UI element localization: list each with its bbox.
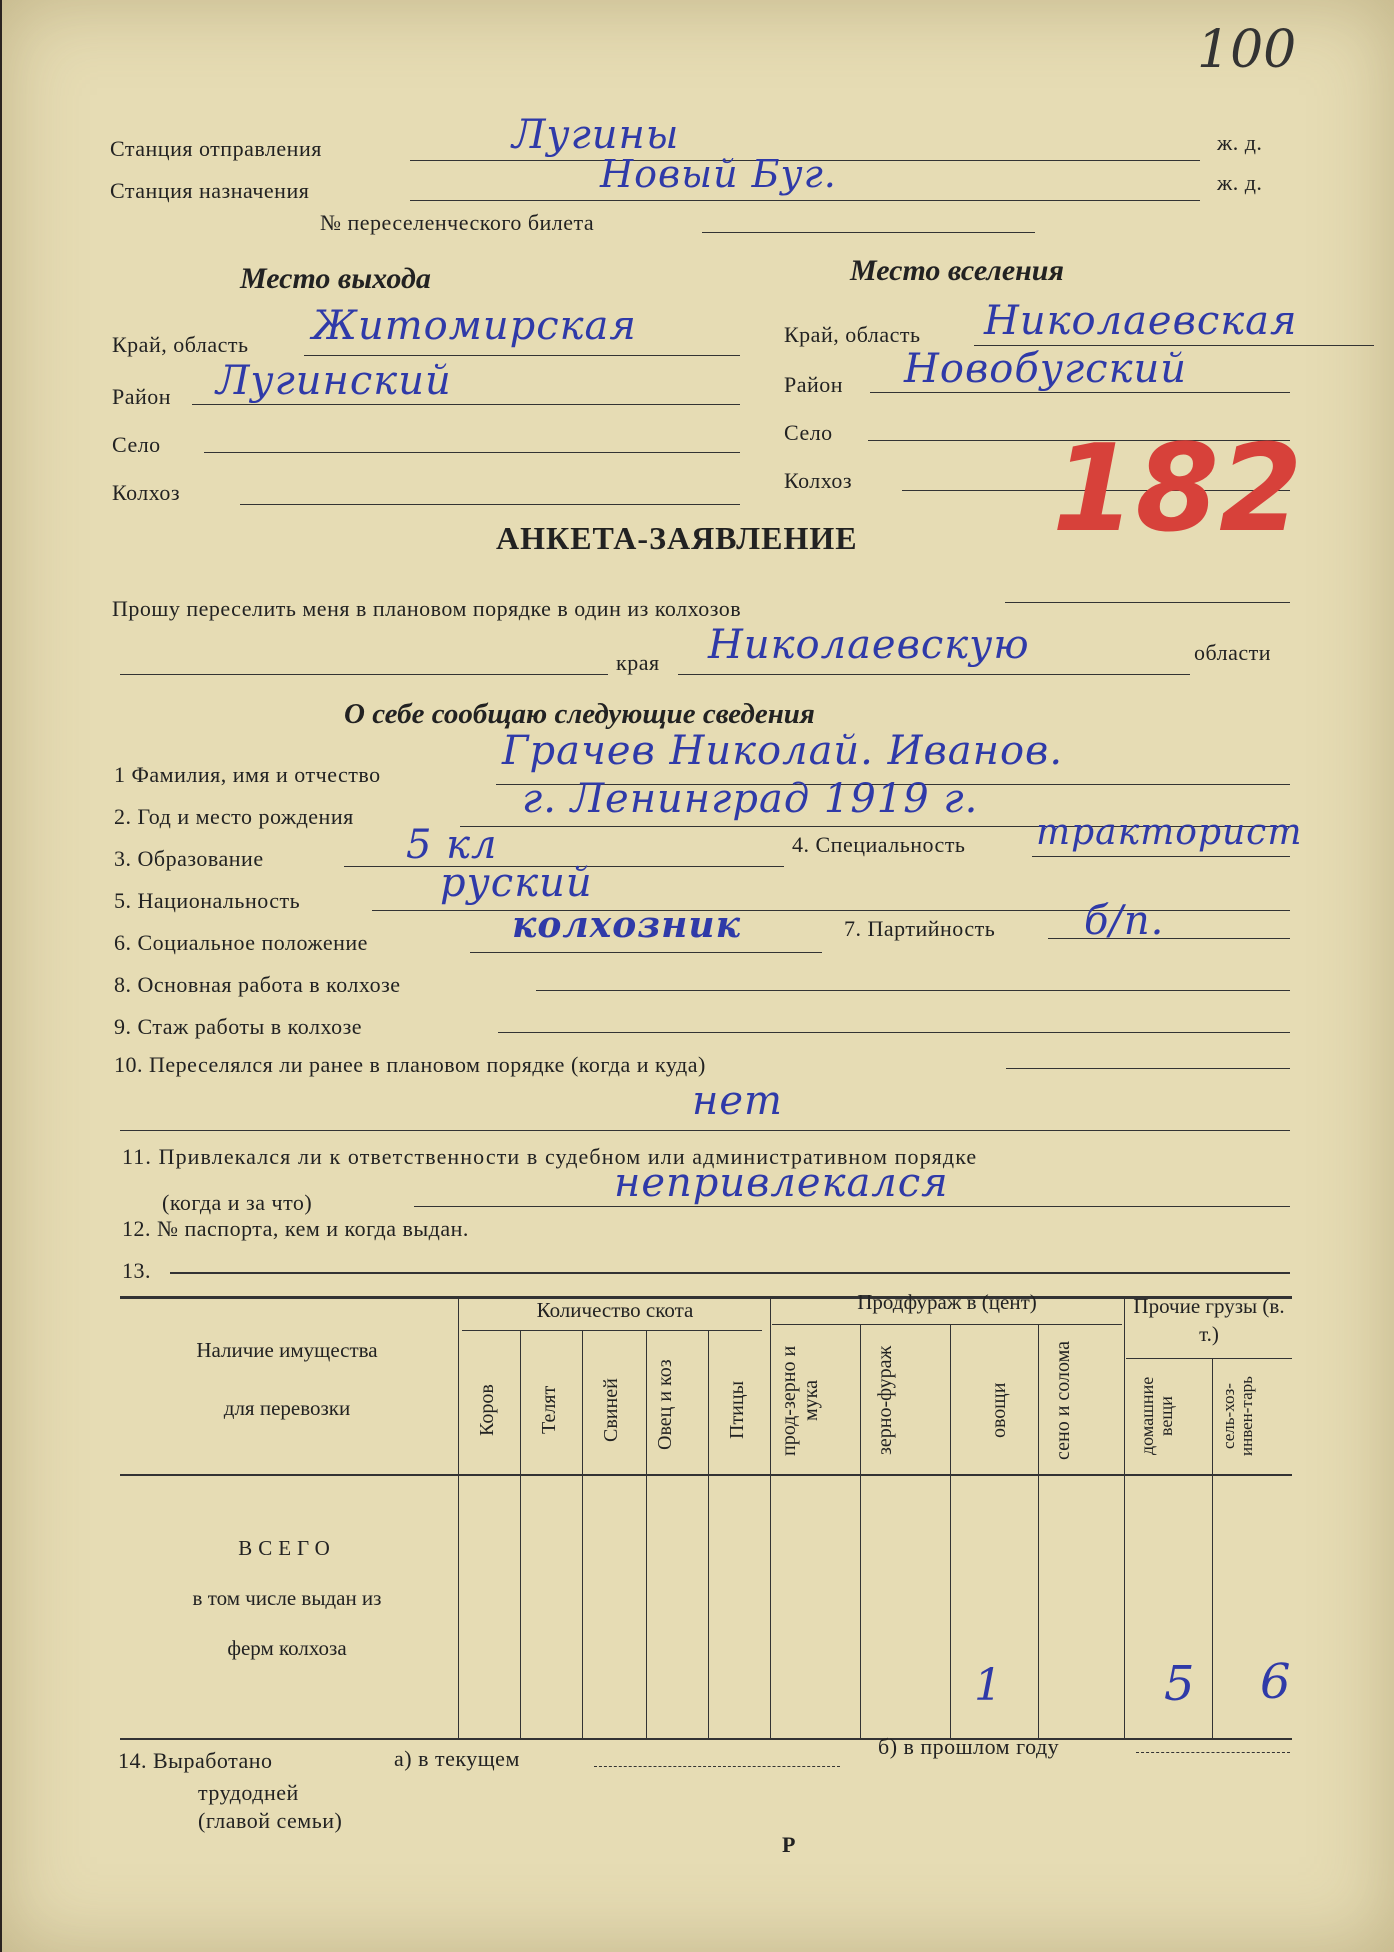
field12-label: 12. № паспорта, кем и когда выдан. <box>122 1216 469 1241</box>
other-group-line <box>1126 1358 1292 1359</box>
from-kolkhoz-label: Колхоз <box>112 480 181 505</box>
field13-label: 13. <box>122 1258 151 1283</box>
vline-8 <box>1038 1324 1039 1738</box>
vline-2 <box>582 1330 583 1738</box>
field8-label: 8. Основная работа в колхозе <box>114 972 401 997</box>
field4-label: 4. Специальность <box>792 832 966 857</box>
field2-value: г. Ленинград 1919 г. <box>522 776 979 822</box>
footer-letter: Р <box>782 1832 796 1857</box>
field10-value: нет <box>692 1078 783 1124</box>
field1-value: Грачев Николай. Иванов. <box>502 728 1064 774</box>
col-pigs: Свиней <box>600 1378 622 1442</box>
col-grain-fodder: зерно-фураж <box>874 1345 896 1455</box>
livestock-group-line <box>462 1330 762 1331</box>
to-district-line <box>870 392 1290 393</box>
from-region-label: Край, область <box>112 332 249 357</box>
request-line1-blank <box>1005 602 1290 603</box>
request-line1: Прошу переселить меня в плановом порядке в один из колхозов <box>112 596 742 621</box>
field11-label: 11. Привлекался ли к ответственности в судебном или административном порядке <box>122 1144 978 1169</box>
total-label: ВСЕГО <box>238 1536 336 1560</box>
destination-station-value: Новый Буг. <box>600 152 837 196</box>
value-farm-equipment: 6 <box>1260 1654 1292 1710</box>
from-village-label: Село <box>112 432 161 457</box>
request-kray-label: края <box>616 650 660 675</box>
red-registration-number: 182 <box>1052 420 1303 559</box>
to-district-label: Район <box>784 372 844 397</box>
vline-0 <box>458 1296 459 1738</box>
col-cows: Коров <box>476 1384 498 1436</box>
table-header-bottom <box>120 1474 1292 1476</box>
request-oblast-line <box>678 674 1190 675</box>
field5-label: 5. Национальность <box>114 888 301 913</box>
row-header-line1: Наличие имущества <box>196 1338 378 1362</box>
col-poultry: Птицы <box>726 1380 748 1440</box>
vline-5 <box>770 1296 771 1738</box>
request-oblast-value: Николаевскую <box>708 622 1030 668</box>
corner-number: 100 <box>1197 20 1297 80</box>
table-bottom-border <box>120 1738 1292 1740</box>
vline-7 <box>950 1324 951 1738</box>
col-calves: Телят <box>538 1385 560 1435</box>
livestock-group-header: Количество скота <box>536 1298 694 1322</box>
ticket-number-label: № переселенческого билета <box>320 210 595 235</box>
col-household-items: домашние вещи <box>1137 1376 1176 1456</box>
workdays-label-line2: трудодней <box>198 1780 299 1805</box>
workdays-current-label: а) в текущем <box>394 1746 520 1771</box>
field7-label: 7. Партийность <box>844 916 996 941</box>
field6-label: 6. Социальное положение <box>114 930 368 955</box>
field4-line <box>1032 856 1290 857</box>
field3-label: 3. Образование <box>114 846 264 871</box>
field9-label: 9. Стаж работы в колхозе <box>114 1014 363 1039</box>
request-oblast-label: области <box>1194 640 1272 665</box>
field4-value: тракторист <box>1036 812 1303 853</box>
request-kray-blank <box>120 674 608 675</box>
field10-line <box>1006 1068 1290 1069</box>
field10-label: 10. Переселялся ли ранее в плановом порядке (когда и куда) <box>114 1052 706 1077</box>
field6-value: колхозник <box>512 904 741 946</box>
vline-9 <box>1124 1296 1125 1738</box>
row-header-line2: для перевозки <box>223 1396 351 1420</box>
vline-10 <box>1212 1358 1213 1738</box>
from-heading: Место выхода <box>240 262 431 295</box>
form-sheet <box>2 0 1394 1952</box>
col-grain-flour: прод-зерно и мука <box>778 1345 822 1457</box>
col-vegetables: овощи <box>988 1382 1010 1438</box>
field10-line2 <box>120 1130 1290 1131</box>
destination-line <box>410 200 1200 201</box>
field9-line <box>498 1032 1290 1033</box>
about-heading: О себе сообщаю следующие сведения <box>344 698 815 730</box>
workdays-last-label: б) в прошлом году <box>878 1734 1060 1759</box>
from-region-value: Житомирская <box>312 303 637 349</box>
from-kolkhoz-line <box>240 504 740 505</box>
to-district-value: Новобугский <box>904 346 1187 392</box>
departure-station-label: Станция отправления <box>110 136 322 161</box>
vline-3 <box>646 1330 647 1738</box>
field8-line <box>536 990 1290 991</box>
field13-line <box>170 1272 1290 1274</box>
field11-line <box>414 1206 1290 1207</box>
destination-station-label: Станция назначения <box>110 178 310 203</box>
fodder-group-line <box>772 1324 1122 1325</box>
to-region-value: Николаевская <box>984 298 1298 344</box>
destination-rail-suffix: ж. д. <box>1217 170 1263 195</box>
to-heading: Место вселения <box>850 254 1064 287</box>
field1-label: 1 Фамилия, имя и отчество <box>114 762 381 787</box>
vline-6 <box>860 1324 861 1738</box>
from-village-line <box>204 452 740 453</box>
form-title: АНКЕТА-ЗАЯВЛЕНИЕ <box>496 520 858 556</box>
vline-1 <box>520 1330 521 1738</box>
vline-4 <box>708 1330 709 1738</box>
value-vegetables: 1 <box>974 1660 1003 1711</box>
departure-rail-suffix: ж. д. <box>1217 130 1263 155</box>
workdays-current-line <box>594 1766 840 1767</box>
field11-sub: (когда и за что) <box>162 1190 313 1215</box>
departure-station-value: Лугины <box>512 112 680 158</box>
total-subtitle2: ферм колхоза <box>227 1636 347 1660</box>
ticket-number-line <box>702 232 1035 233</box>
fodder-group-header: Продфураж в (цент) <box>857 1290 1037 1314</box>
other-group-header: Прочие грузы (в. т.) <box>1133 1294 1285 1346</box>
field11-value: непривлекался <box>614 1160 949 1206</box>
field2-label: 2. Год и место рождения <box>114 804 354 829</box>
field5-value: руский <box>440 860 593 906</box>
from-region-line <box>304 355 740 356</box>
from-district-label: Район <box>112 384 172 409</box>
from-district-line <box>192 404 740 405</box>
col-sheep-goats: Овец и коз <box>654 1359 676 1451</box>
value-household-items: 5 <box>1164 1656 1196 1712</box>
workdays-label-line1: 14. Выработано <box>118 1748 273 1773</box>
workdays-last-line <box>1136 1752 1290 1753</box>
from-district-value: Лугинский <box>216 358 452 404</box>
to-region-label: Край, область <box>784 322 921 347</box>
to-kolkhoz-label: Колхоз <box>784 468 853 493</box>
field6-line <box>470 952 822 953</box>
to-village-label: Село <box>784 420 833 445</box>
col-hay-straw: сено и солома <box>1052 1340 1074 1460</box>
workdays-label-line3: (главой семьи) <box>198 1808 343 1833</box>
total-subtitle1: в том числе выдан из <box>192 1586 382 1610</box>
col-farm-equipment: сель-хоз-инвен-тарь <box>1219 1376 1256 1456</box>
field7-value: б/п. <box>1084 898 1165 944</box>
field3-value: 5 кл <box>406 822 498 868</box>
